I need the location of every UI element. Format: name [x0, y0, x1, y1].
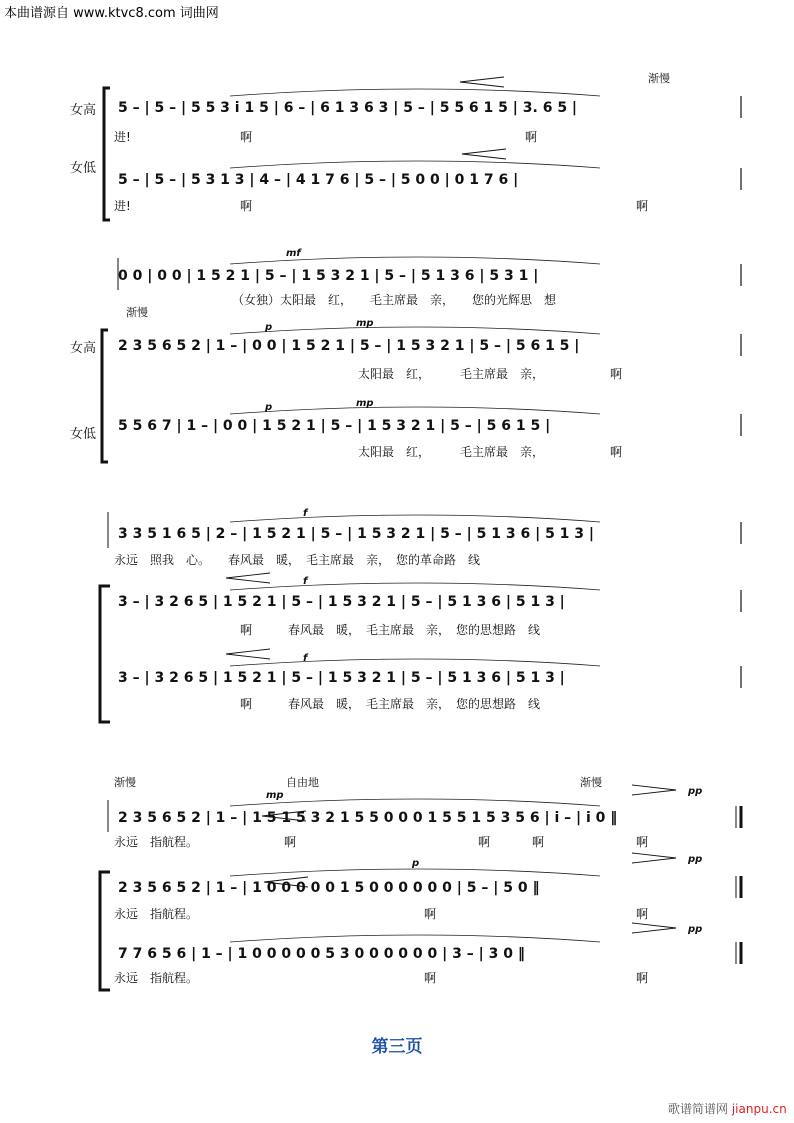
dynamic-mark: mp [266, 790, 284, 801]
lyric-text: 啊 [636, 835, 649, 849]
note-row: 7 7 6 5 6 | 1 – | 1 0 0 0 0 0 5 3 0 0 0 0 0 0 | 3 – | 3 0 ‖ [118, 946, 525, 962]
system-bracket [104, 88, 110, 220]
lyric-text: 永远 指航程。 [114, 971, 199, 985]
part-label: 女低 [70, 161, 97, 176]
system-bracket [100, 586, 110, 722]
dynamic-mark: p [412, 858, 420, 869]
system-bracket [102, 330, 108, 462]
note-row: 5 5 6 7 | 1 – | 0 0 | 1 5 2 1 | 5 – | 1 5 3 2 1 | 5 – | 5 6 1 5 | [118, 418, 551, 434]
crescendo-hairpin [460, 77, 504, 87]
lyric-text: 啊 [532, 835, 545, 849]
phrase-slur [230, 515, 600, 522]
tempo-mark: 渐慢 [114, 776, 136, 789]
phrase-slur [230, 161, 600, 168]
lyric-text: 啊 [424, 907, 437, 921]
dynamic-mark: mp [356, 398, 374, 409]
dynamic-mark: mp [356, 318, 374, 329]
note-row: 2 3 5 6 5 2 | 1 – | 1 5 1 5 3 2 1 5 5 0 0 0 1 5 5 1 5 3 5 6 | i – | i 0 ‖ [118, 810, 618, 826]
lyric-text: 啊 [636, 199, 649, 213]
lyric-text: 太阳最 红， 毛主席最 亲， 啊 [358, 367, 623, 381]
phrase-slur [230, 327, 600, 334]
note-row: 3 – | 3 2 6 5 | 1 5 2 1 | 5 – | 1 5 3 2 1 | 5 – | 5 1 3 6 | 5 1 3 | [118, 670, 565, 686]
lyric-text: 啊 [240, 130, 253, 144]
lyric-text: 啊 [636, 971, 649, 985]
lyric-text: 进! [114, 130, 131, 144]
dynamic-mark: pp [688, 924, 703, 935]
lyric-text: 啊 [240, 199, 253, 213]
dynamic-mark: f [303, 653, 308, 664]
phrase-slur [230, 89, 600, 96]
lyric-text: 啊 [636, 907, 649, 921]
decrescendo-hairpin [632, 785, 676, 795]
note-row: 3 3 5 1 6 5 | 2 – | 1 5 2 1 | 5 – | 1 5 3 2 1 | 5 – | 5 1 3 6 | 5 1 3 | [118, 526, 595, 542]
tempo-mark: 渐慢 [126, 306, 148, 319]
note-row: 2 3 5 6 5 2 | 1 – | 1 0 0 0 0 0 1 5 0 0 0 0 0 0 | 5 – | 5 0 ‖ [118, 880, 540, 896]
crescendo-hairpin [462, 149, 506, 159]
tempo-mark: 渐慢 [648, 72, 670, 85]
crescendo-hairpin [226, 649, 270, 659]
part-label: 女高 [70, 341, 97, 356]
note-row: 5 – | 5 – | 5 5 3 i 1 5 | 6 – | 6 1 3 6 3 | 5 – | 5 5 6 1 5 | 3. 6 5 | [118, 100, 578, 116]
footer-url: jianpu.cn [731, 1102, 787, 1116]
tempo-mark: 自由地 [286, 776, 319, 789]
dynamic-mark: pp [688, 854, 703, 865]
phrase-slur [230, 935, 600, 942]
phrase-slur [230, 583, 600, 590]
decrescendo-hairpin [632, 853, 676, 863]
phrase-slur [230, 869, 600, 876]
tempo-mark: 渐慢 [580, 776, 602, 789]
lyric-text: 啊 [424, 971, 437, 985]
system-bracket [100, 872, 110, 990]
header-url: www.ktvc8.com [73, 6, 176, 21]
lyric-text: 啊 [525, 130, 538, 144]
lyric-text: 啊 [284, 835, 297, 849]
note-row: 0 0 | 0 0 | 1 5 2 1 | 5 – | 1 5 3 2 1 | 5 – | 5 1 3 6 | 5 3 1 | [118, 268, 539, 284]
lyric-text: 永远 指航程。 [114, 835, 199, 849]
dynamic-mark: p [265, 402, 273, 413]
lyric-text: 啊 春风最 暖， 毛主席最 亲， 您的思想路 线 [240, 697, 541, 711]
decrescendo-hairpin [632, 923, 676, 933]
header-site: 本曲谱源自 [4, 6, 70, 21]
lyric-text: 太阳最 红， 毛主席最 亲， 啊 [358, 445, 623, 459]
dynamic-mark: p [265, 322, 273, 333]
note-row: 5 – | 5 – | 5 3 1 3 | 4 – | 4 1 7 6 | 5 – | 5 0 0 | 0 1 7 6 | [118, 172, 519, 188]
phrase-slur [230, 407, 600, 414]
footer-watermark [668, 1100, 787, 1117]
phrase-slur [230, 659, 600, 666]
lyric-text: 永远 指航程。 [114, 907, 199, 921]
phrase-slur [230, 799, 600, 806]
lyric-text: 永远 照我 心。 春风最 暖， 毛主席最 亲， 您的革命路 线 [114, 553, 481, 567]
crescendo-hairpin [226, 573, 270, 583]
part-label: 女低 [70, 427, 97, 442]
lyric-text: （女独）太阳最 红， 毛主席最 亲， 您的光辉思 想 [232, 293, 557, 307]
dynamic-mark: mf [286, 248, 301, 259]
lyric-text: 进! [114, 199, 131, 213]
part-label: 女高 [70, 103, 97, 118]
lyric-text: 啊 [478, 835, 491, 849]
page-label: 第三页 [371, 1037, 423, 1057]
footer-site: 歌谱简谱网 [668, 1102, 729, 1116]
header-suffix: 词曲网 [179, 6, 219, 21]
dynamic-mark: pp [688, 786, 703, 797]
note-row: 2 3 5 6 5 2 | 1 – | 0 0 | 1 5 2 1 | 5 – | 1 5 3 2 1 | 5 – | 5 6 1 5 | [118, 338, 580, 354]
dynamic-mark: f [303, 508, 308, 519]
note-row: 3 – | 3 2 6 5 | 1 5 2 1 | 5 – | 1 5 3 2 1 | 5 – | 5 1 3 6 | 5 1 3 | [118, 594, 565, 610]
dynamic-mark: f [303, 576, 308, 587]
lyric-text: 啊 春风最 暖， 毛主席最 亲， 您的思想路 线 [240, 623, 541, 637]
